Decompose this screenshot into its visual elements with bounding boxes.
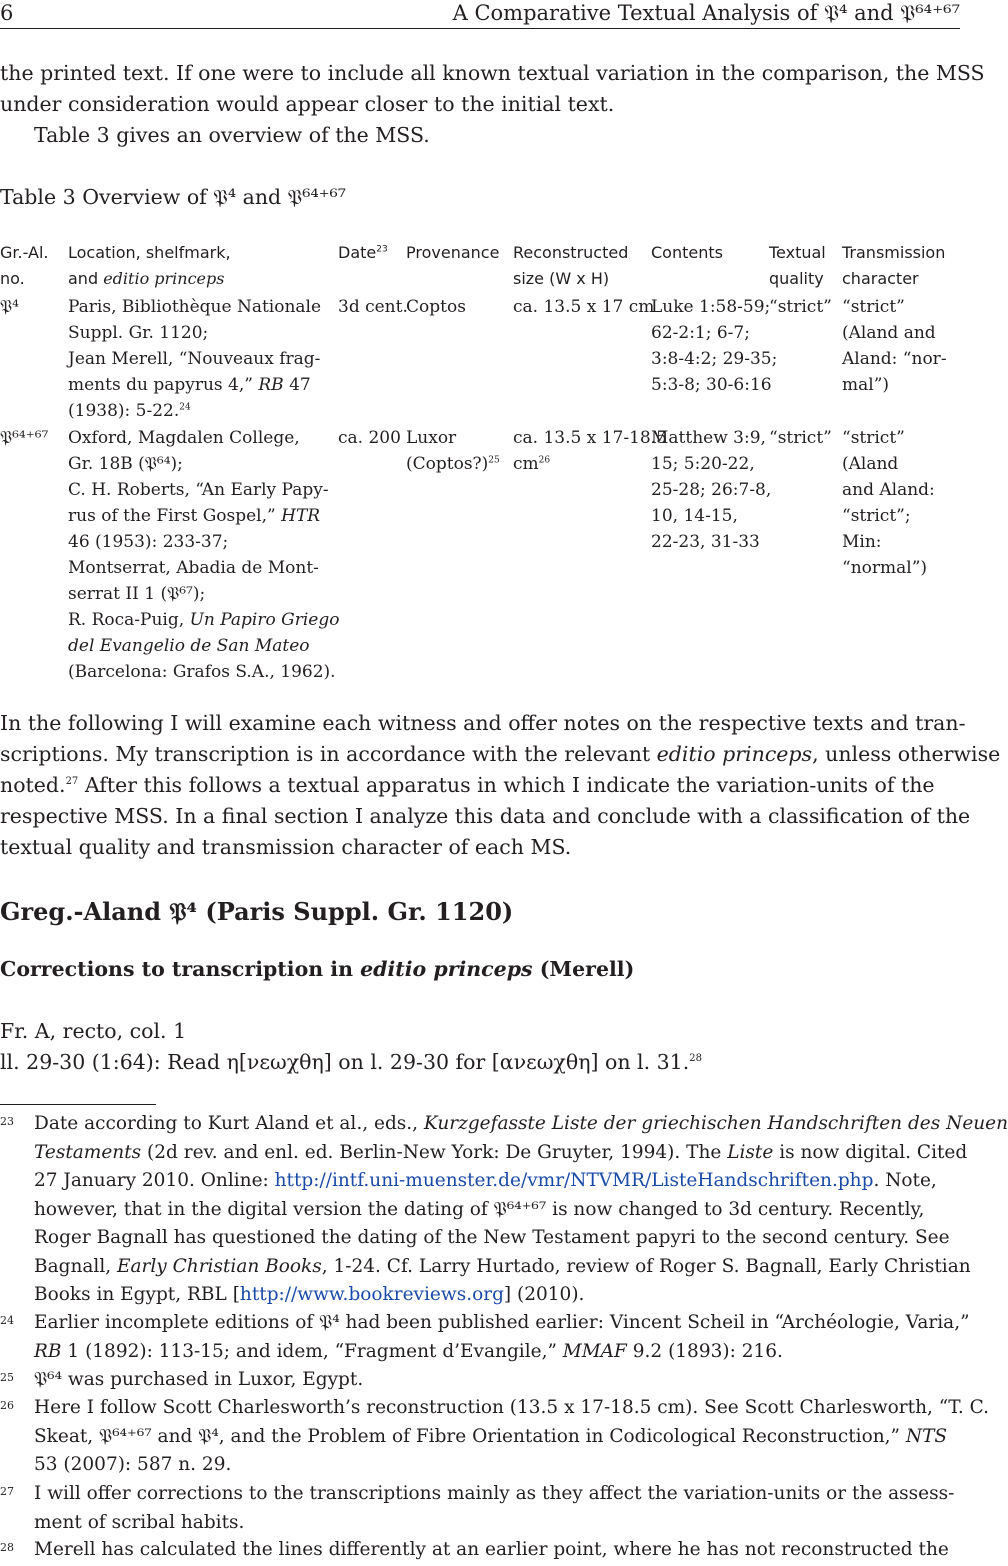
- footnote-number: 25: [0, 1371, 14, 1384]
- row-quality: “strict”: [769, 428, 832, 448]
- section-heading: Greg.-Aland 𝔓⁴ (Paris Suppl. Gr. 1120): [0, 897, 514, 926]
- body-line-4: respective MSS. In a final section I analyze this data and conclude with a classification of the: [0, 804, 971, 828]
- footnote-number: 26: [0, 1399, 14, 1412]
- section-subheading: Corrections to transcription in editio princeps (Merell): [0, 957, 635, 981]
- row-size: ca. 13.5 x 17 cm: [513, 297, 655, 317]
- row-transmission: “strict” (Aland and Aland: “strict”; Min: “normal”): [842, 428, 935, 578]
- row-size: ca. 13.5 x 17-18.5 $cm^{26}$: [513, 428, 667, 474]
- footnote-number: 24: [0, 1314, 14, 1327]
- footnote-number: 27: [0, 1485, 14, 1498]
- row-date: 3d cent.: [338, 297, 408, 317]
- page-number: 6: [0, 1, 14, 25]
- body-line-2: scriptions. My transcription is in accordance with the relevant editio princeps, unless otherwise: [0, 742, 1001, 766]
- header-provenance: Provenance: [406, 243, 500, 262]
- row-transmission: “strict” (Aland and Aland: “nor- mal”): [842, 297, 947, 395]
- row-id: 𝔓⁶⁴⁺⁶⁷: [0, 428, 49, 448]
- intro-line-1: the printed text. If one were to include all known textual variation in the comparison, the MSS: [0, 61, 985, 85]
- body-line-5: textual quality and transmission character of each MS.: [0, 835, 572, 859]
- header-contents: Contents: [651, 243, 723, 262]
- footnote-rule: [0, 1104, 156, 1105]
- header-transmission: Transmission character: [842, 243, 946, 288]
- header-size: Reconstructed size (W x H): [513, 243, 629, 288]
- correction-line: ll. 29-30 (1:64): Read η[νεωχθη] on l. 29-30 for [ανεωχθη] on l. 31.28: [0, 1050, 702, 1074]
- header-location: Location, shelfmark, and editio princeps: [68, 243, 231, 288]
- footnote-number: 23: [0, 1115, 14, 1128]
- row-location: Oxford, Magdalen College, Gr. 18B (𝔓⁶⁴); C. H. Roberts, “An Early Papy- rus of the First Gospel,” HTR 46 (1953): 233-37; Montserrat, Abadia de Mont- serrat II 1 (𝔓⁶⁷); R. Roca-Puig, Un Papiro Griego del Evangelio de San Mateo (Barcelona: Grafos S.A., 1962).: [68, 428, 340, 682]
- body-line-1: In the following I will examine each witness and offer notes on the respective texts and tran-: [0, 711, 966, 735]
- header-date: Date$^{23}$: [338, 243, 388, 262]
- row-contents: Matthew 3:9, 15; 5:20-22, 25-28; 26:7-8, 10, 14-15, 22-23, 31-33: [651, 428, 772, 552]
- row-location: Paris, Bibliothèque Nationale Suppl. Gr. 1120; Jean Merell, “Nouveaux frag- ments du papyrus 4,” RB 47 (1938): 5-22.24: [68, 297, 322, 421]
- row-id: 𝔓⁴: [0, 297, 19, 317]
- intro-line-3: Table 3 gives an overview of the MSS.: [34, 123, 430, 147]
- header-gr-al: Gr.-Al. no.: [0, 243, 49, 288]
- header-quality: Textual quality: [769, 243, 826, 288]
- row-date: ca. 200: [338, 428, 401, 448]
- row-provenance: Coptos: [406, 297, 466, 317]
- fragment-line: Fr. A, recto, col. 1: [0, 1019, 187, 1043]
- header-rule: [0, 28, 960, 29]
- body-line-3: noted.$^{27}$ After this follows a textual apparatus in which I indicate the variation-units of the: [0, 773, 935, 797]
- table-caption: Table 3 Overview of 𝔓⁴ and 𝔓⁶⁴⁺⁶⁷: [0, 185, 346, 209]
- footnote-number: 28: [0, 1541, 14, 1554]
- intro-line-2: under consideration would appear closer to the initial text.: [0, 92, 615, 116]
- bookreviews-link[interactable]: http://www.bookreviews.org: [239, 1284, 504, 1305]
- row-provenance: Luxor (Coptos?)$^{25}$: [406, 428, 500, 474]
- running-title: A Comparative Textual Analysis of 𝔓⁴ and 𝔓⁶⁴⁺⁶⁷: [452, 1, 960, 25]
- row-quality: “strict”: [769, 297, 832, 317]
- liste-link[interactable]: http://intf.uni-muenster.de/vmr/NTVMR/ListeHandschriften.php: [274, 1170, 874, 1191]
- row-contents: Luke 1:58-59; 62-2:1; 6-7; 3:8-4:2; 29-35; 5:3-8; 30-6:16: [651, 297, 778, 395]
